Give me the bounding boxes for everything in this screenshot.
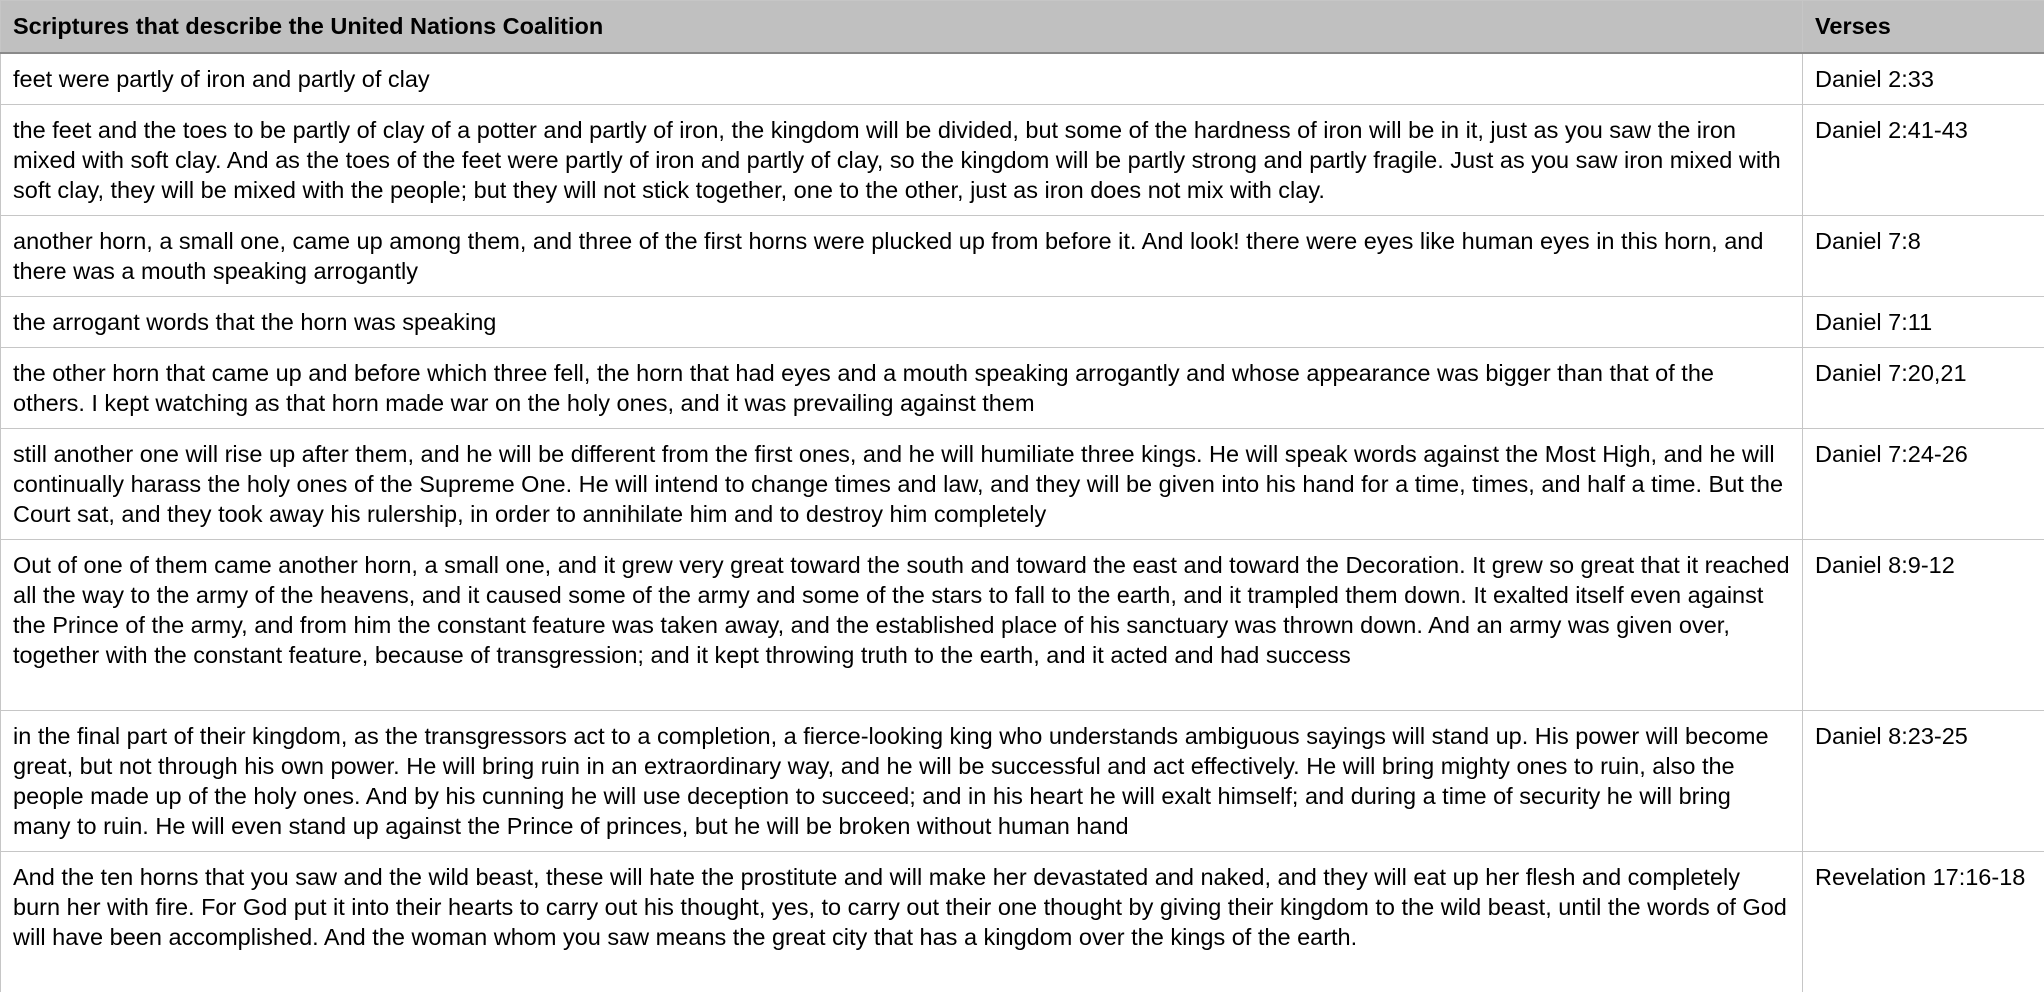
verse-reference-cell[interactable]: Revelation 17:16-18	[1803, 852, 2044, 992]
table-row[interactable]	[1, 348, 2044, 429]
table-row[interactable]	[1, 540, 2044, 711]
header-scriptures[interactable]: Scriptures that describe the United Nations Coalition	[1, 1, 1803, 54]
verse-reference-cell[interactable]: Daniel 7:20,21	[1803, 348, 2044, 429]
verse-reference-cell[interactable]: Daniel 2:33	[1803, 53, 2044, 105]
table-header-row	[1, 1, 2044, 54]
verse-reference-cell[interactable]: Daniel 7:11	[1803, 297, 2044, 348]
scripture-text-cell[interactable]: the arrogant words that the horn was speaking	[1, 297, 1803, 348]
verse-reference-cell[interactable]: Daniel 7:24-26	[1803, 429, 2044, 540]
verse-reference-cell[interactable]: Daniel 7:8	[1803, 216, 2044, 297]
verse-reference-cell[interactable]: Daniel 8:23-25	[1803, 711, 2044, 852]
scripture-text-cell[interactable]: the other horn that came up and before which three fell, the horn that had eyes and a mouth speaking arrogantly and whose appearance was bigger than that of the others. I kept watching as that horn made war on the holy ones, and it was prevailing against them	[1, 348, 1803, 429]
scripture-text-cell[interactable]: Out of one of them came another horn, a small one, and it grew very great toward the south and toward the east and toward the Decoration. It grew so great that it reached all the way to the army of the heavens, and it caused some of the army and some of the stars to fall to the earth, and it trampled them down. It exalted itself even against the Prince of the army, and from him the constant feature was taken away, and the established place of his sanctuary was thrown down. And an army was given over, together with the constant feature, because of transgression; and it kept throwing truth to the earth, and it acted and had success	[1, 540, 1803, 711]
scripture-text-cell[interactable]: in the final part of their kingdom, as the transgressors act to a completion, a fierce-looking king who understands ambiguous sayings will stand up. His power will become great, but not through his own power. He will bring ruin in an extraordinary way, and he will be successful and act effectively. He will bring mighty ones to ruin, also the people made up of the holy ones. And by his cunning he will use deception to succeed; and in his heart he will exalt himself; and during a time of security he will bring many to ruin. He will even stand up against the Prince of princes, but he will be broken without human hand	[1, 711, 1803, 852]
scripture-text-cell[interactable]: another horn, a small one, came up among them, and three of the first horns were plucked up from before it. And look! there were eyes like human eyes in this horn, and there was a mouth speaking arrogantly	[1, 216, 1803, 297]
verse-reference-cell[interactable]: Daniel 2:41-43	[1803, 105, 2044, 216]
table-row[interactable]	[1, 852, 2044, 992]
table-row[interactable]	[1, 53, 2044, 105]
scripture-text-cell[interactable]: And the ten horns that you saw and the wild beast, these will hate the prostitute and will make her devastated and naked, and they will eat up her flesh and completely burn her with fire. For God put it into their hearts to carry out his thought, yes, to carry out their one thought by giving their kingdom to the wild beast, until the words of God will have been accomplished. And the woman whom you saw means the great city that has a kingdom over the kings of the earth.	[1, 852, 1803, 992]
table-row[interactable]	[1, 711, 2044, 852]
table-row[interactable]	[1, 297, 2044, 348]
scripture-text-cell[interactable]: feet were partly of iron and partly of clay	[1, 53, 1803, 105]
table-row[interactable]	[1, 429, 2044, 540]
table-row[interactable]	[1, 216, 2044, 297]
table-row[interactable]	[1, 105, 2044, 216]
header-verses[interactable]: Verses	[1803, 1, 2044, 54]
scripture-text-cell[interactable]: still another one will rise up after them, and he will be different from the first ones, and he will humiliate three kings. He will speak words against the Most High, and he will continually harass the holy ones of the Supreme One. He will intend to change times and law, and they will be given into his hand for a time, times, and half a time. But the Court sat, and they took away his rulership, in order to annihilate him and to destroy him completely	[1, 429, 1803, 540]
scripture-text-cell[interactable]: the feet and the toes to be partly of clay of a potter and partly of iron, the kingdom will be divided, but some of the hardness of iron will be in it, just as you saw the iron mixed with soft clay. And as the toes of the feet were partly of iron and partly of clay, so the kingdom will be partly strong and partly fragile. Just as you saw iron mixed with soft clay, they will be mixed with the people; but they will not stick together, one to the other, just as iron does not mix with clay.	[1, 105, 1803, 216]
verse-reference-cell[interactable]: Daniel 8:9-12	[1803, 540, 2044, 711]
